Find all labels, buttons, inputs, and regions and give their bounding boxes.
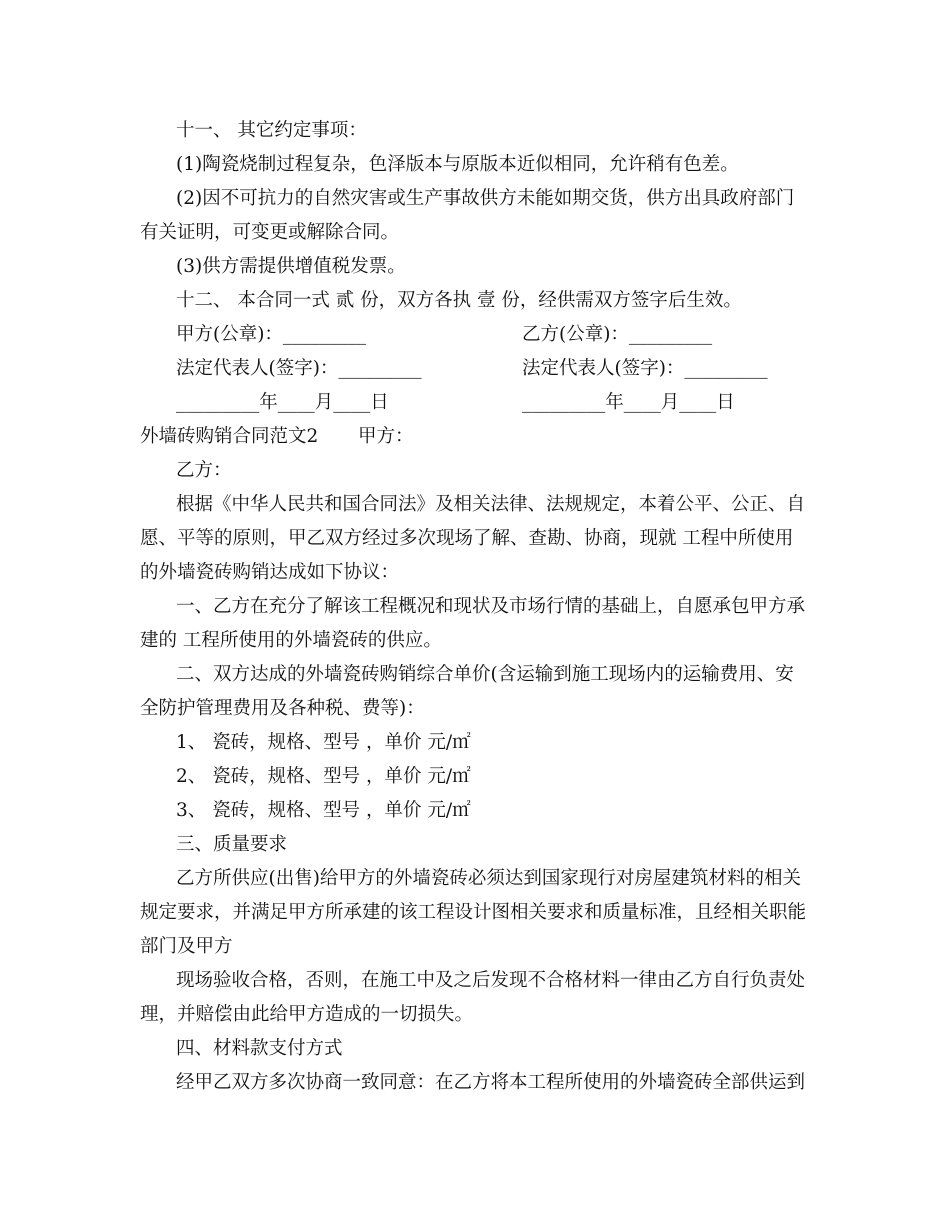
section-12: 十二、 本合同一式 贰 份，双方各执 壹 份，经供需双方签字后生效。 [176,290,742,311]
clause-4-heading: 四、材料款支付方式 [176,1038,343,1059]
intro-line-1: 根据《中华人民共和国合同法》及相关法律、法规规定，本着公平、公正、自 [176,494,806,515]
clause-2-line-2: 全防护管理费用及各种税、费等)： [140,698,425,719]
clause-4-line-1: 经甲乙双方多次协商一致同意：在乙方将本工程所使用的外墙瓷砖全部供运到 [176,1072,806,1093]
clause-1-line-1: 一、乙方在充分了解该工程概况和现状及市场行情的基础上，自愿承包甲方承 [176,596,806,617]
clause-3-line-1: 乙方所供应(出售)给甲方的外墙瓷砖必须达到国家现行对房屋建筑材料的相关 [176,868,801,889]
clause-2-line-1: 二、双方达成的外墙瓷砖购销综合单价(含运输到施工现场内的运输费用、安 [176,664,794,685]
clause-3-line-2: 规定要求，并满足甲方所承建的该工程设计图相关要求和质量标准，且经相关职能 [140,902,807,923]
party-b-date-line: _________年____月____日 [522,392,735,413]
contract-2-title: 外墙砖购销合同范文2 [140,426,319,447]
tile-item-2: 2、 瓷砖，规格、型号 ，单价 元/㎡ [176,766,471,787]
intro-line-3: 的外墙瓷砖购销达成如下协议： [140,562,400,583]
clause-1-line-2: 建的 工程所使用的外墙瓷砖的供应。 [140,630,442,651]
tile-item-1: 1、 瓷砖，规格、型号 ，单价 元/㎡ [176,732,471,753]
section-11-item-3: (3)供方需提供增值税发票。 [176,256,406,277]
party-b-rep-line: 法定代表人(签字)：_________ [522,358,768,379]
section-11-item-2-line-2: 有关证明，可变更或解除合同。 [140,222,400,243]
clause-3-line-4: 现场验收合格，否则，在施工中及之后发现不合格材料一律由乙方自行负责处 [176,970,806,991]
section-11-item-2-line-1: (2)因不可抗力的自然灾害或生产事故供方未能如期交货，供方出具政府部门 [176,188,795,209]
contract-2-party-a: 甲方： [358,426,414,447]
contract-2-party-b: 乙方： [176,460,232,481]
clause-3-line-5: 理，并赔偿由此给甲方造成的一切损失。 [140,1004,474,1025]
party-b-seal-line: 乙方(公章)：_________ [522,324,713,345]
party-a-rep-line: 法定代表人(签字)：_________ [176,358,422,379]
section-11-item-1: (1)陶瓷烧制过程复杂，色泽版本与原版本近似相同，允许稍有色差。 [176,154,739,175]
clause-3-line-3: 部门及甲方 [140,936,233,957]
intro-line-2: 愿、平等的原则，甲乙双方经过多次现场了解、查勘、协商，现就 工程中所使用 [140,528,794,549]
section-11-heading: 十一、 其它约定事项： [176,120,367,141]
clause-3-heading: 三、质量要求 [176,834,288,855]
tile-item-3: 3、 瓷砖，规格、型号 ，单价 元/㎡ [176,800,471,821]
party-a-date-line: _________年____月____日 [176,392,389,413]
party-a-seal-line: 甲方(公章)：_________ [176,324,367,345]
